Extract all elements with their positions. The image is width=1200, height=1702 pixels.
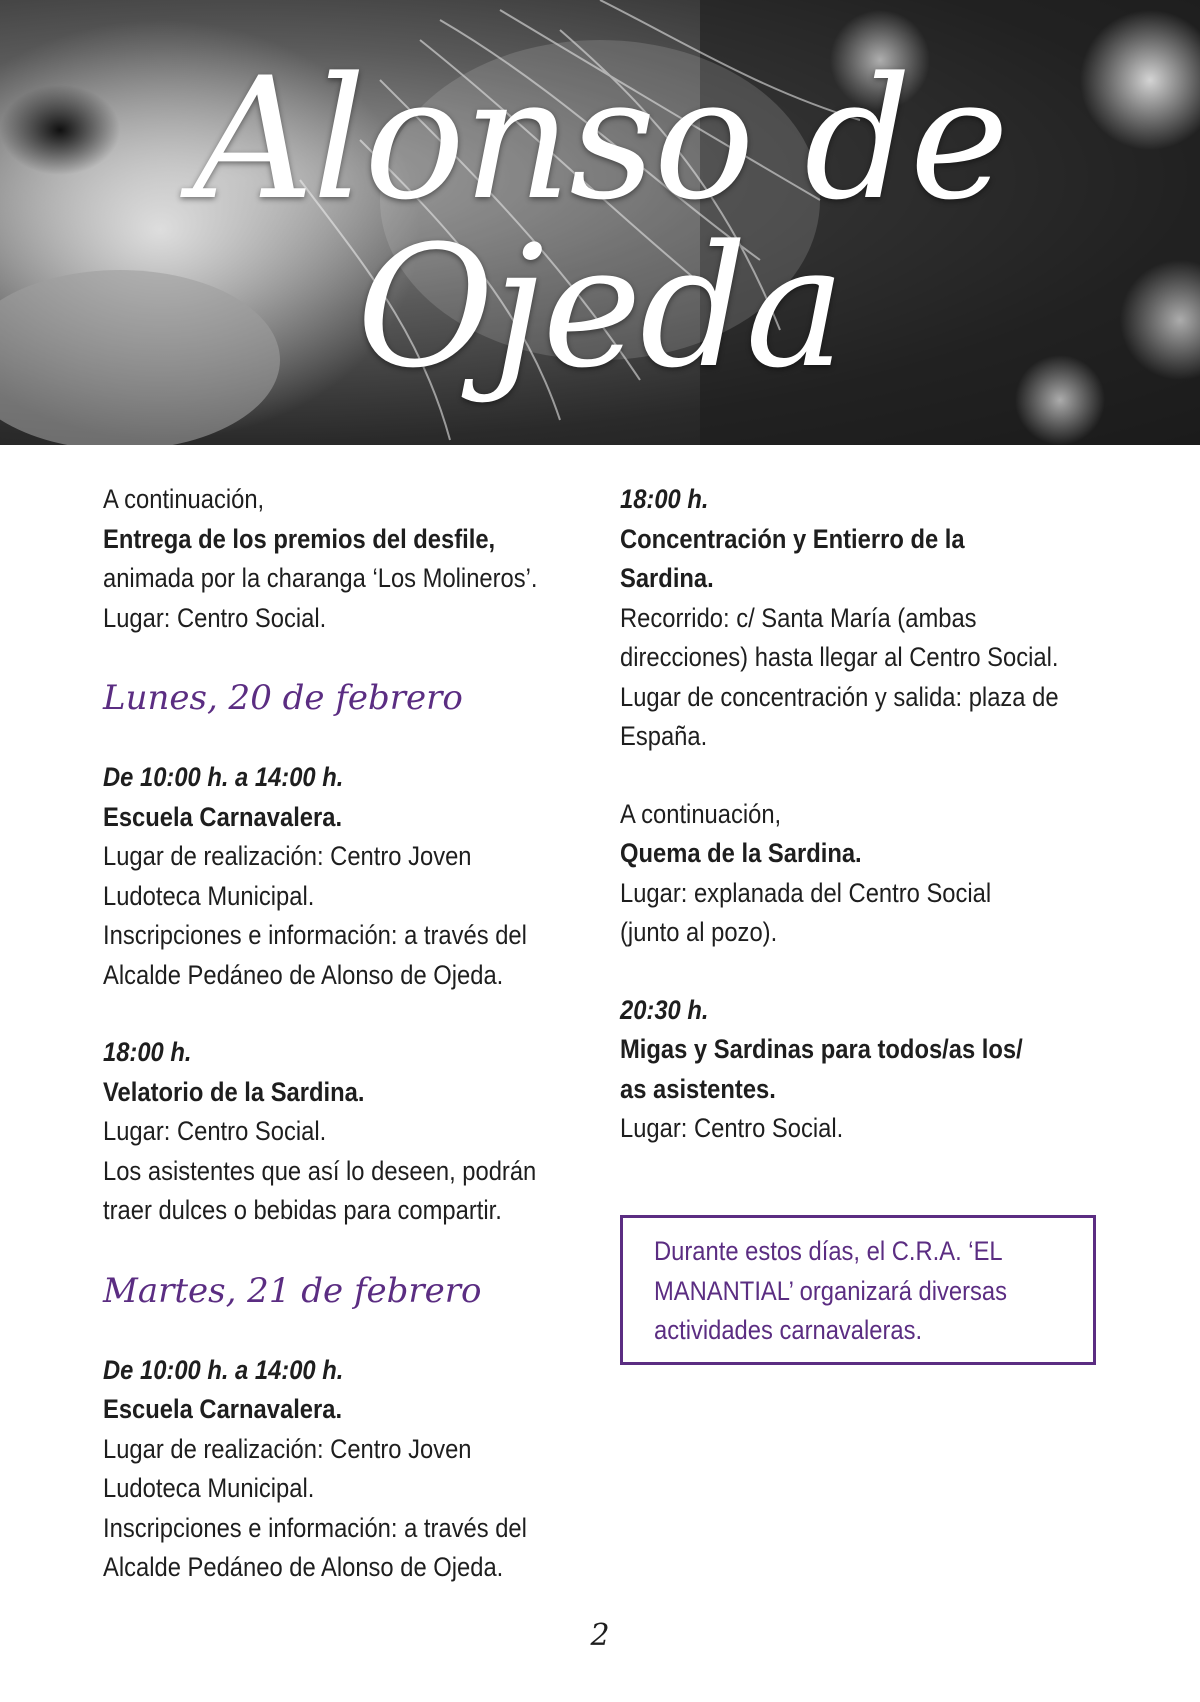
event-block (103, 1351, 593, 1588)
event-block (620, 991, 1110, 1149)
event-location: Lugar de concentración y salida: plaza de (620, 681, 1059, 712)
left-column (103, 480, 593, 1626)
event-time: De 10:00 h. a 14:00 h. (103, 1354, 344, 1385)
event-title: Migas y Sardinas para todos/as los/ (620, 1034, 1023, 1064)
event-title: Velatorio de la Sardina. (103, 1076, 365, 1107)
event-location: Lugar: Centro Social. (620, 1113, 844, 1143)
event-detail: Los asistentes que así lo deseen, podrán (103, 1155, 537, 1186)
event-detail: direcciones) hasta llegar al Centro Social. (620, 642, 1059, 672)
event-title: Escuela Carnavalera. (103, 801, 343, 832)
right-column (620, 480, 1110, 1187)
event-time: 18:00 h. (620, 484, 709, 514)
event-location: Lugar de realización: Centro Joven (103, 841, 472, 871)
event-location: Lugar: Centro Social. (103, 1116, 327, 1146)
event-detail: animada por la charanga ‘Los Molineros’. (103, 563, 538, 593)
event-block (620, 480, 1110, 757)
event-title: Sardina. (620, 563, 714, 593)
intro-line: A continuación, (103, 484, 265, 514)
event-detail: Alcalde Pedáneo de Alonso de Ojeda. (103, 1552, 504, 1582)
day-heading: Martes, 21 de febrero (103, 1270, 482, 1311)
event-time: De 10:00 h. a 14:00 h. (103, 762, 344, 792)
event-detail: Inscripciones e información: a través del (103, 1512, 527, 1543)
event-title: Escuela Carnavalera. (103, 1394, 343, 1424)
event-block (103, 758, 593, 995)
info-box-line: MANANTIAL’ organizará diversas (654, 1275, 1008, 1306)
info-box (620, 1215, 1096, 1365)
event-detail: Inscripciones e información: a través del (103, 920, 527, 950)
event-block (103, 1033, 593, 1231)
event-title: Quema de la Sardina. (620, 838, 862, 868)
intro-line: A continuación, (620, 798, 782, 829)
header-photo (0, 0, 1200, 445)
event-block (620, 795, 1110, 953)
event-time: 20:30 h. (620, 994, 709, 1025)
event-location: Lugar: Centro Social. (103, 602, 327, 633)
event-title: Concentración y Entierro de la (620, 523, 965, 554)
day-heading: Lunes, 20 de febrero (103, 678, 463, 718)
event-location: Lugar de realización: Centro Joven (103, 1433, 472, 1464)
info-box-line: actividades carnavaleras. (654, 1315, 923, 1345)
event-title: Entrega de los premios del desfile, (103, 523, 496, 554)
event-route: Recorrido: c/ Santa María (ambas (620, 602, 977, 633)
intro-block (103, 480, 593, 638)
event-detail: España. (620, 721, 708, 751)
event-title: as asistentes. (620, 1073, 776, 1104)
event-time: 18:00 h. (103, 1037, 192, 1067)
info-box-line: Durante estos días, el C.R.A. ‘EL (654, 1236, 1003, 1266)
event-detail: Ludoteca Municipal. (103, 1473, 315, 1503)
event-detail: (junto al pozo). (620, 917, 778, 947)
event-detail: Alcalde Pedáneo de Alonso de Ojeda. (103, 959, 504, 990)
page-title: Alonso de Ojeda (192, 41, 1008, 405)
event-detail: Ludoteca Municipal. (103, 880, 315, 911)
event-location: Lugar: explanada del Centro Social (620, 877, 992, 908)
page-number: 2 (590, 1618, 610, 1653)
event-detail: traer dulces o bebidas para compartir. (103, 1195, 502, 1225)
